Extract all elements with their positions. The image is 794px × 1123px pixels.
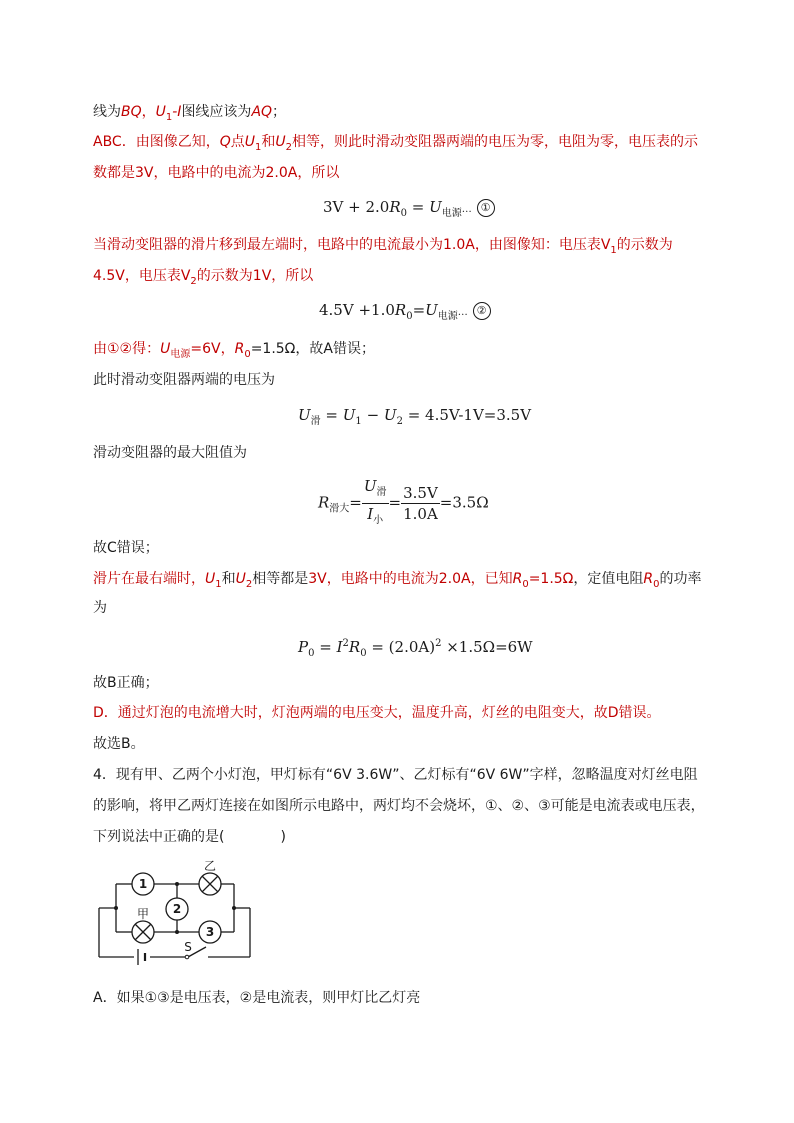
solution-line-5: 4.5V，电压表$V_2$的示数为1V，所以: [93, 268, 314, 287]
solution-line-8: 滑动变阻器的最大阻值为: [93, 445, 247, 461]
meter-1-label: 1: [138, 877, 148, 891]
circled-number-2: ②: [473, 302, 491, 320]
solution-line-4: 当滑动变阻器的滑片移到最左端时，电路中的电流最小为1.0A，由图像知：电压表$V_1$的示数为: [93, 237, 673, 256]
solution-line-13: D．通过灯泡的电流增大时，灯泡两端的电压变大，温度升高，灯丝的电阻变大，故D错误。: [93, 705, 661, 721]
fraction-u-over-i: $\frac{U_滑}{I_小}$: [363, 477, 387, 526]
fraction-values: $\frac{3.5V}{1.0A}$: [403, 484, 438, 523]
solution-line-10: 滑片在最右端时，$U_1$和$U_2$相等都是3V，电路中的电流为2.0A，已知$R_0=1.5\Omega$，定值电阻$R_0$的功率: [93, 571, 702, 590]
question-4-line-1: 4．现有甲、乙两个小灯泡，甲灯标有“6V 3.6W”、乙灯标有“6V 6W”字样，忽略温度对灯丝电阻: [93, 767, 698, 783]
equation-2: $4.5V +1.0R_0=U_{电源}\dots$ ②: [319, 299, 491, 328]
solution-line-1: 线为BQ，$U_1-I$图线应该为AQ；: [93, 104, 287, 123]
equation-5: $P_0 = I^2R_0 = (2.0A)^2 \times 1.5\Omega=6W$: [298, 638, 533, 659]
equation-4: $R_{滑大}=$ $\frac{U_滑}{I_小}$ = $\frac{3.5V}{1.0A}$ =3.5Ω: [318, 476, 489, 531]
equation-3: $U_滑 = U_1 - U_2 = 4.5V-1V=3.5V$: [298, 406, 532, 427]
question-4-line-3: 下列说法中正确的是( ): [93, 829, 286, 845]
circled-number-1: ①: [477, 199, 495, 217]
option-a: A．如果①③是电压表，②是电流表，则甲灯比乙灯亮: [93, 990, 421, 1006]
solution-line-9: 故C错误；: [93, 540, 159, 556]
solution-line-12: 故B正确；: [93, 675, 159, 691]
meter-3-label: 3: [205, 925, 215, 939]
lamp-jia-label: 甲: [136, 907, 150, 921]
solution-line-14: 故选B。: [93, 736, 145, 752]
lamp-yi-label: 乙: [203, 859, 217, 873]
switch-label: S: [184, 940, 192, 954]
solution-line-3: 数都是3V，电路中的电流为2.0A，所以: [93, 165, 340, 181]
solution-line-11: 为: [93, 600, 107, 616]
circuit-diagram: [96, 856, 256, 974]
meter-2-label: 2: [172, 902, 182, 916]
solution-line-7: 此时滑动变阻器两端的电压为: [93, 372, 275, 388]
question-4-line-2: 的影响，将甲乙两灯连接在如图所示电路中，两灯均不会烧坏，①、②、③可能是电流表或电压表，: [93, 798, 705, 814]
equation-1: $3V + 2.0R_0$ = $U_{电源}\dots$ ①: [323, 196, 495, 225]
solution-line-6: 由①②得：$U_{电源}=6V$，$R_0=1.5\Omega$，故A错误；: [93, 341, 375, 360]
solution-line-2: ABC．由图像乙知，Q点$U_1$和$U_2$相等，则此时滑动变阻器两端的电压为零，电阻为零，电压表的示: [93, 134, 698, 153]
